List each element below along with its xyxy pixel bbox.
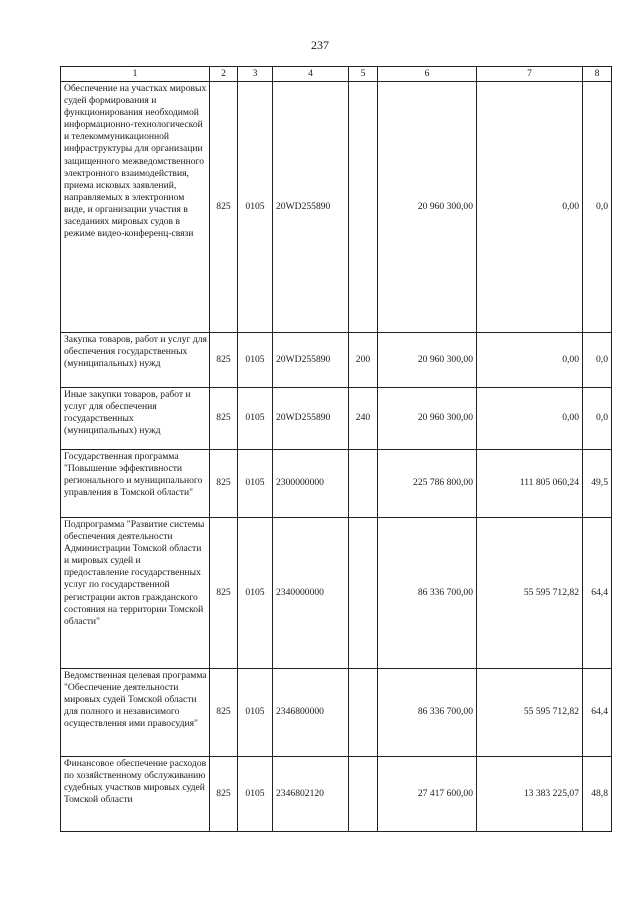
cell-col4: 2346800000 (273, 669, 349, 757)
cell-col7: 0,00 (477, 388, 583, 450)
cell-col5 (349, 450, 378, 518)
cell-col4: 2340000000 (273, 518, 349, 669)
header-cell: 3 (238, 67, 273, 82)
row-name-cell: Финансовое обеспечение расходов по хозяйственному обслуживанию судебных участков мировых судей Томской области (61, 757, 210, 832)
cell-col2: 825 (210, 450, 238, 518)
cell-col3: 0105 (238, 82, 273, 333)
cell-col2: 825 (210, 388, 238, 450)
page-number: 237 (311, 38, 329, 52)
cell-col3: 0105 (238, 388, 273, 450)
cell-col4: 2346802120 (273, 757, 349, 832)
table-row (61, 333, 612, 388)
cell-col5 (349, 669, 378, 757)
cell-col3: 0105 (238, 450, 273, 518)
cell-col4: 20WD255890 (273, 333, 349, 388)
cell-col7: 111 805 060,24 (477, 450, 583, 518)
cell-col3: 0105 (238, 518, 273, 669)
cell-col7: 55 595 712,82 (477, 518, 583, 669)
table-row (61, 82, 612, 333)
cell-col6: 20 960 300,00 (378, 388, 477, 450)
header-cell: 8 (583, 67, 612, 82)
row-name-cell: Подпрограмма "Развитие системы обеспечения деятельности Администрации Томской области и мировых судей и предоставление государственных услуг по государственной регистрации актов гражданского состояния на территории Томской области" (61, 518, 210, 669)
table-row (61, 757, 612, 832)
header-cell: 5 (349, 67, 378, 82)
cell-col2: 825 (210, 757, 238, 832)
cell-col7: 0,00 (477, 333, 583, 388)
cell-col4: 2300000000 (273, 450, 349, 518)
cell-col6: 20 960 300,00 (378, 82, 477, 333)
row-name-cell: Ведомственная целевая программа "Обеспечение деятельности мировых судей Томской области для полного и независимого осуществления ими правосудия" (61, 669, 210, 757)
cell-col5 (349, 82, 378, 333)
cell-col5 (349, 757, 378, 832)
cell-col3: 0105 (238, 669, 273, 757)
cell-col4: 20WD255890 (273, 388, 349, 450)
table-header-row (61, 67, 612, 82)
cell-col8: 64,4 (583, 518, 612, 669)
header-cell: 2 (210, 67, 238, 82)
table-row (61, 450, 612, 518)
budget-table (60, 66, 612, 832)
cell-col8: 48,8 (583, 757, 612, 832)
cell-col2: 825 (210, 82, 238, 333)
table-row (61, 669, 612, 757)
cell-col8: 0,0 (583, 82, 612, 333)
cell-col6: 86 336 700,00 (378, 669, 477, 757)
cell-col6: 225 786 800,00 (378, 450, 477, 518)
row-name-cell: Закупка товаров, работ и услуг для обеспечения государственных (муниципальных) нужд (61, 333, 210, 388)
cell-col3: 0105 (238, 757, 273, 832)
header-cell: 7 (477, 67, 583, 82)
cell-col8: 0,0 (583, 333, 612, 388)
cell-col6: 86 336 700,00 (378, 518, 477, 669)
table-row (61, 518, 612, 669)
cell-col4: 20WD255890 (273, 82, 349, 333)
header-cell: 6 (378, 67, 477, 82)
cell-col3: 0105 (238, 333, 273, 388)
cell-col7: 0,00 (477, 82, 583, 333)
cell-col7: 13 383 225,07 (477, 757, 583, 832)
cell-col6: 27 417 600,00 (378, 757, 477, 832)
cell-col5 (349, 518, 378, 669)
cell-col2: 825 (210, 518, 238, 669)
cell-col2: 825 (210, 333, 238, 388)
cell-col5: 240 (349, 388, 378, 450)
cell-col5: 200 (349, 333, 378, 388)
table-row (61, 388, 612, 450)
row-name-cell: Иные закупки товаров, работ и услуг для обеспечения государственных (муниципальных) нужд (61, 388, 210, 450)
cell-col8: 64,4 (583, 669, 612, 757)
row-name-cell: Обеспечение на участках мировых судей формирования и функционирования необходимой информационно-технологической и телекоммуникационной инфраструктуры для организации защищенного межведомственного электронного взаимодействия, приема исковых заявлений, направляемых в электронном виде, и организации участия в заседаниях мировых судов в режиме видео-конференц-связи (61, 82, 210, 333)
cell-col8: 49,5 (583, 450, 612, 518)
cell-col7: 55 595 712,82 (477, 669, 583, 757)
row-name-cell: Государственная программа "Повышение эффективности регионального и муниципального управления в Томской области" (61, 450, 210, 518)
header-cell: 1 (61, 67, 210, 82)
header-cell: 4 (273, 67, 349, 82)
cell-col8: 0,0 (583, 388, 612, 450)
cell-col2: 825 (210, 669, 238, 757)
cell-col6: 20 960 300,00 (378, 333, 477, 388)
